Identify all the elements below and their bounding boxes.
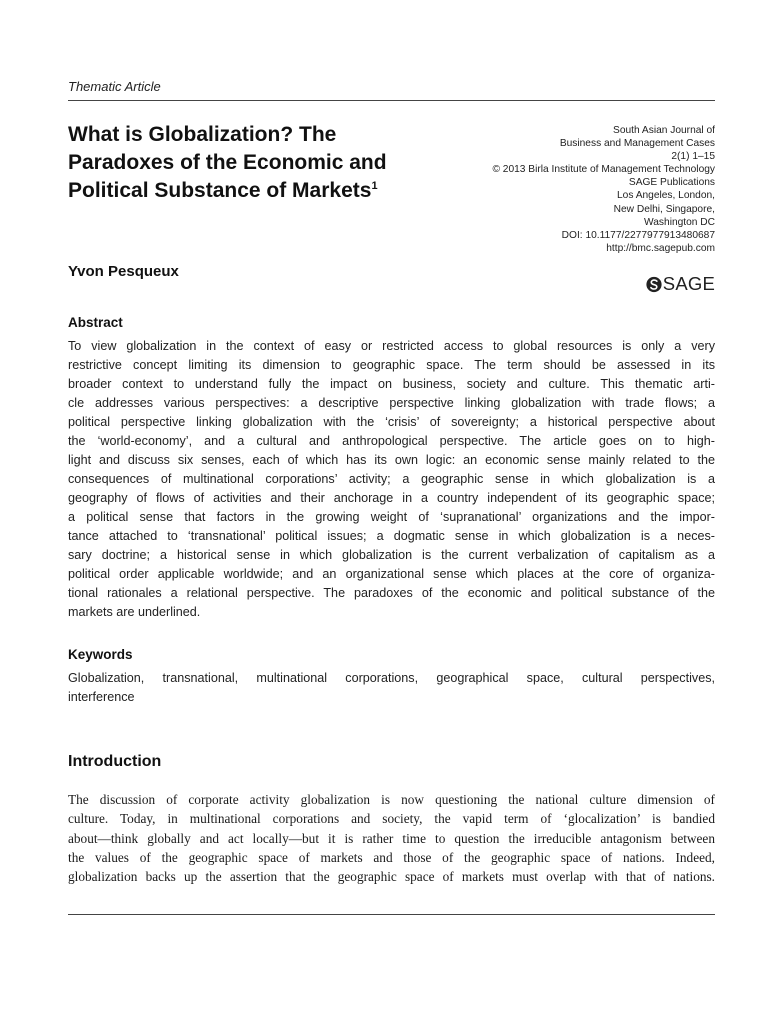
abstract-line: a political sense that factors in the growing weight of ‘supranational’ organizations and the impor-	[68, 510, 715, 524]
abstract-line: geography of flows of activities and their anchorage in a country independent of its geographic space;	[68, 491, 715, 505]
keywords-heading: Keywords	[68, 647, 133, 662]
abstract-heading: Abstract	[68, 315, 123, 330]
introduction-line: The discussion of corporate activity globalization is now questioning the national culture dimension of	[68, 792, 715, 807]
journal-name-line: Business and Management Cases	[559, 138, 715, 150]
introduction-text	[68, 790, 715, 886]
sage-s-icon	[646, 276, 662, 293]
journal-info	[415, 124, 715, 255]
abstract-line: tional rationales a relational perspective. The paradoxes of the economic and political substance of the	[68, 586, 715, 600]
publisher-location: Los Angeles, London,	[617, 190, 715, 202]
abstract-line: markets are underlined.	[68, 605, 201, 619]
publisher-location: Washington DC	[644, 216, 715, 228]
journal-url-link[interactable]: http://bmc.sagepub.com	[606, 242, 715, 254]
introduction-line: about—think globally and act locally—but it is rather time to question the irreducible antagonism between	[68, 830, 715, 846]
introduction-line: the values of the geographic space of markets and those of the geographic space of nations. Indeed,	[68, 849, 715, 865]
introduction-heading: Introduction	[68, 753, 162, 770]
abstract-line: cle addresses various perspectives: a descriptive perspective linking globalization with trade flows; a	[68, 396, 715, 410]
sage-logo	[646, 273, 715, 295]
abstract-line: light and discuss six senses, each of which has its own logic: an economic sense mainly related to the	[68, 453, 715, 467]
title-line: Paradoxes of the Economic and	[68, 151, 387, 174]
abstract-line: political order applicable worldwide; and an organizational sense which places at the core of organiza-	[68, 567, 715, 581]
journal-copyright: © 2013 Birla Institute of Management Technology	[492, 164, 715, 176]
article-doi: DOI: 10.1177/2277977913480687	[561, 229, 715, 241]
keywords-line: interference	[68, 690, 135, 704]
title-line: Political Substance of Markets	[68, 179, 372, 202]
author-name: Yvon Pesqueux	[68, 263, 179, 280]
journal-volume: 2(1) 1–15	[671, 151, 715, 163]
publisher-location: New Delhi, Singapore,	[613, 203, 715, 215]
header-divider	[68, 100, 715, 101]
footer-divider	[68, 914, 715, 915]
abstract-line: tance attached to ‘transnational’ political issues; a dogmatic sense in which globalization is a neces-	[68, 529, 715, 543]
publisher-name: SAGE Publications	[628, 177, 715, 189]
article-type-label: Thematic Article	[68, 79, 161, 94]
abstract-line: consequences of multinational corporations’ activity; a geographic sense in which globalization is a	[68, 472, 715, 486]
abstract-line: To view globalization in the context of easy or restricted access to global resources is only a very	[68, 339, 715, 353]
abstract-line: political perspective linking globalization with the ‘crisis’ of sovereignty; a historical perspective about	[68, 415, 715, 429]
abstract-line: broader context to understand fully the impact on business, society and culture. This thematic arti-	[68, 377, 715, 391]
title-footnote-marker[interactable]: 1	[371, 180, 378, 192]
title-line: What is Globalization? The	[68, 123, 337, 146]
keywords-line: Globalization, transnational, multinational corporations, geographical space, cultural perspectives,	[68, 671, 715, 685]
abstract-line: restrictive concept limiting its dimension to geographic space. The term should be assessed in its	[68, 358, 715, 372]
abstract-text	[68, 337, 715, 622]
abstract-line: the ‘world-economy’, and a cultural and anthropological perspective. The article goes on to high-	[68, 434, 715, 448]
abstract-line: sary doctrine; a historical sense in which globalization is the current verbalization of capitalism as a	[68, 548, 715, 562]
introduction-line: globalization backs up the assertion that the geographic space of markets must overlap with that of nations.	[68, 869, 715, 885]
sage-logo-text: SAGE	[662, 273, 715, 294]
journal-name-line: South Asian Journal of	[613, 125, 715, 136]
keywords-text	[68, 669, 715, 707]
article-title	[68, 121, 448, 205]
introduction-line: culture. Today, in multinational corporations and society, the vapid term of ‘glocalization’ is bandied	[68, 811, 715, 827]
